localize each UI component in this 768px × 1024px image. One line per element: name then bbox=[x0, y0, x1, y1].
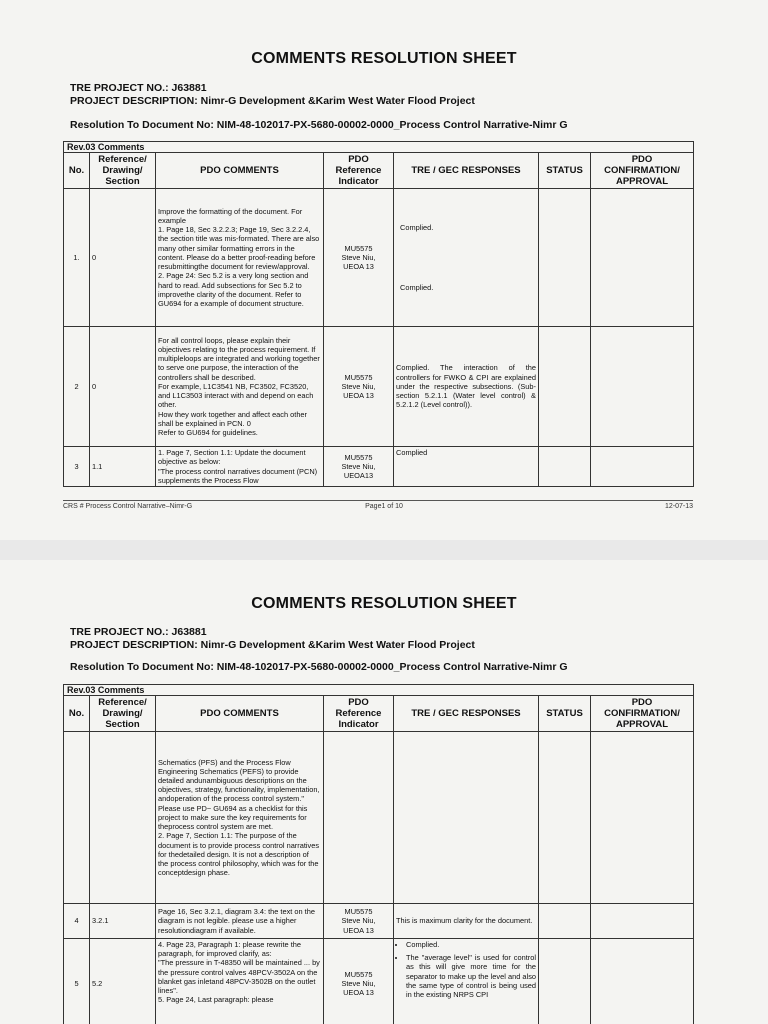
row-response: Complied bbox=[394, 447, 539, 487]
col-reference: Reference/ Drawing/ Section bbox=[90, 153, 156, 189]
resolution-document: Resolution To Document No: NIM-48-102017-PX-5680-00002-0000_Process Control Narrative-Nimr G bbox=[70, 119, 568, 131]
row-response bbox=[394, 189, 539, 327]
col-pdo-comments: PDO COMMENTS bbox=[156, 696, 324, 732]
response-list bbox=[396, 940, 536, 999]
row-comment: 4. Page 23, Paragraph 1: please rewrite the paragraph, for improved clarify, as: "The pressure in T-48350 will be maintained ... by the pressure control valves 48PCV-3502A on the blanket gas inletand 48PCV-3502B on the outlet lines". 5. Page 24, Last paragraph: please bbox=[156, 939, 324, 1024]
col-approval: PDO CONFIRMATION/ APPROVAL bbox=[591, 153, 694, 189]
response-line-2: • The "average level" is used for control as this will give more time for the separator to make up the level and also the same type of control is being used in the existing NRPS CPI bbox=[406, 953, 536, 999]
row-status bbox=[539, 904, 591, 939]
col-status: STATUS bbox=[539, 153, 591, 189]
row-approval bbox=[591, 189, 694, 327]
table-row bbox=[64, 904, 694, 939]
project-number: TRE PROJECT NO.: J63881 bbox=[70, 626, 207, 638]
col-tre-responses: TRE / GEC RESPONSES bbox=[394, 696, 539, 732]
row-ref: 1.1 bbox=[90, 447, 156, 487]
project-description: PROJECT DESCRIPTION: Nimr-G Development &Karim West Water Flood Project bbox=[70, 95, 475, 107]
col-approval: PDO CONFIRMATION/ APPROVAL bbox=[591, 696, 694, 732]
table-header-row bbox=[64, 696, 694, 732]
rev-label: Rev.03 Comments bbox=[64, 142, 694, 153]
row-comment: Schematics (PFS) and the Process Flow Engineering Schematics (PEFS) to provide detailed andunambiguous descriptions on the objectives, strategy, functionality, implementation, andoperation of the process control system." Please use PD~ GU694 as a checklist for this project to make sure the key requirements for theprocess control system are met. 2. Page 7, Section 1.1: The purpose of the document is to provide process control narratives for thedetailed design. It is not a description of the process control philosophy, which was for the conceptdesign phase. bbox=[156, 732, 324, 904]
col-reference: Reference/ Drawing/ Section bbox=[90, 696, 156, 732]
response-line-2: Complied. bbox=[400, 282, 434, 292]
row-status bbox=[539, 447, 591, 487]
response-line-1: Complied. bbox=[400, 223, 434, 233]
table-row bbox=[64, 447, 694, 487]
col-no: No. bbox=[64, 696, 90, 732]
header-block bbox=[70, 626, 475, 652]
response-line-1: • Complied. bbox=[406, 940, 536, 949]
row-no: 5 bbox=[64, 939, 90, 1024]
header-block bbox=[70, 82, 475, 108]
project-number: TRE PROJECT NO.: J63881 bbox=[70, 82, 207, 94]
row-status bbox=[539, 939, 591, 1024]
row-ref: 0 bbox=[90, 327, 156, 447]
row-no bbox=[64, 732, 90, 904]
col-no: No. bbox=[64, 153, 90, 189]
col-pdo-ref: PDO Reference Indicator bbox=[324, 153, 394, 189]
row-pdo-ref bbox=[324, 732, 394, 904]
col-pdo-comments: PDO COMMENTS bbox=[156, 153, 324, 189]
row-approval bbox=[591, 939, 694, 1024]
table-row bbox=[64, 189, 694, 327]
footer-date: 12-07-13 bbox=[664, 503, 693, 510]
row-ref: 0 bbox=[90, 189, 156, 327]
sheet-title: COMMENTS RESOLUTION SHEET bbox=[251, 50, 517, 67]
row-no: 2 bbox=[64, 327, 90, 447]
resolution-document: Resolution To Document No: NIM-48-102017-PX-5680-00002-0000_Process Control Narrative-Nimr G bbox=[70, 661, 568, 673]
col-pdo-ref: PDO Reference Indicator bbox=[324, 696, 394, 732]
row-response bbox=[394, 732, 539, 904]
row-response: This is maximum clarity for the document. bbox=[394, 904, 539, 939]
row-ref bbox=[90, 732, 156, 904]
row-ref: 3.2.1 bbox=[90, 904, 156, 939]
row-comment: Improve the formatting of the document. For example 1. Page 18, Sec 3.2.2.3; Page 19, Sec 3.2.2.4, the section title was mis-formated. There are also many other similar formatting errors in the content. Please do a better proof-reading before resubmittingthe document for review/approval. 2. Page 24: Sec 5.2 is a very long section and hard to read. Add subsections for Sec 5.2 to improvethe clarity of the document. Refer to GU694 for a example of document structure. bbox=[156, 189, 324, 327]
row-approval bbox=[591, 327, 694, 447]
row-response bbox=[394, 939, 539, 1024]
row-status bbox=[539, 189, 591, 327]
sheet-title: COMMENTS RESOLUTION SHEET bbox=[251, 595, 517, 612]
row-response: Complied. The interaction of the controllers for FWKO & CPI are explained under the respective subsections. (Sub-section 5.2.1.1 (Water level control) & 5.2.1.2 (Level control)). bbox=[394, 327, 539, 447]
row-no: 3 bbox=[64, 447, 90, 487]
row-comment: 1. Page 7, Section 1.1: Update the document objective as below: "The process control narratives document (PCN) supplements the Process Flow bbox=[156, 447, 324, 487]
footer-left: CRS # Process Control Narrative–Nimr-G bbox=[63, 503, 193, 510]
row-pdo-ref: MU5575 Steve Niu, UEOA 13 bbox=[324, 327, 394, 447]
row-approval bbox=[591, 904, 694, 939]
row-comment: Page 16, Sec 3.2.1, diagram 3.4: the text on the diagram is not legible. please use a higher resolutiondiagram if available. bbox=[156, 904, 324, 939]
row-pdo-ref: MU5575 Steve Niu, UEOA 13 bbox=[324, 189, 394, 327]
col-tre-responses: TRE / GEC RESPONSES bbox=[394, 153, 539, 189]
document-page-2 bbox=[0, 560, 768, 1024]
comments-table bbox=[63, 684, 694, 1024]
row-approval bbox=[591, 447, 694, 487]
footer-rule bbox=[63, 500, 693, 501]
table-row bbox=[64, 939, 694, 1024]
table-header-row bbox=[64, 153, 694, 189]
table-row bbox=[64, 327, 694, 447]
col-status: STATUS bbox=[539, 696, 591, 732]
row-no: 1. bbox=[64, 189, 90, 327]
row-pdo-ref: MU5575 Steve Niu, UEOA 13 bbox=[324, 939, 394, 1024]
row-comment: For all control loops, please explain their objectives relating to the process requirement. If multipleloops are integrated and working together to serve one purpose, the interaction of the controllers shall be described. For example, L1C3541 NB, FC3502, FC3520, and L1C3503 interact with and depend on each other. How they work together and affect each other shall be explained in PCN. 0 Refer to GU694 for guidelines. bbox=[156, 327, 324, 447]
comments-table bbox=[63, 141, 694, 487]
rev-label: Rev.03 Comments bbox=[64, 685, 694, 696]
row-pdo-ref: MU5575 Steve Niu, UEOA13 bbox=[324, 447, 394, 487]
row-ref: 5.2 bbox=[90, 939, 156, 1024]
table-row bbox=[64, 732, 694, 904]
footer-page-number: Page1 of 10 bbox=[365, 503, 403, 510]
row-status bbox=[539, 327, 591, 447]
row-status bbox=[539, 732, 591, 904]
row-approval bbox=[591, 732, 694, 904]
row-pdo-ref: MU5575 Steve Niu, UEOA 13 bbox=[324, 904, 394, 939]
project-description: PROJECT DESCRIPTION: Nimr-G Development &Karim West Water Flood Project bbox=[70, 639, 475, 651]
row-no: 4 bbox=[64, 904, 90, 939]
